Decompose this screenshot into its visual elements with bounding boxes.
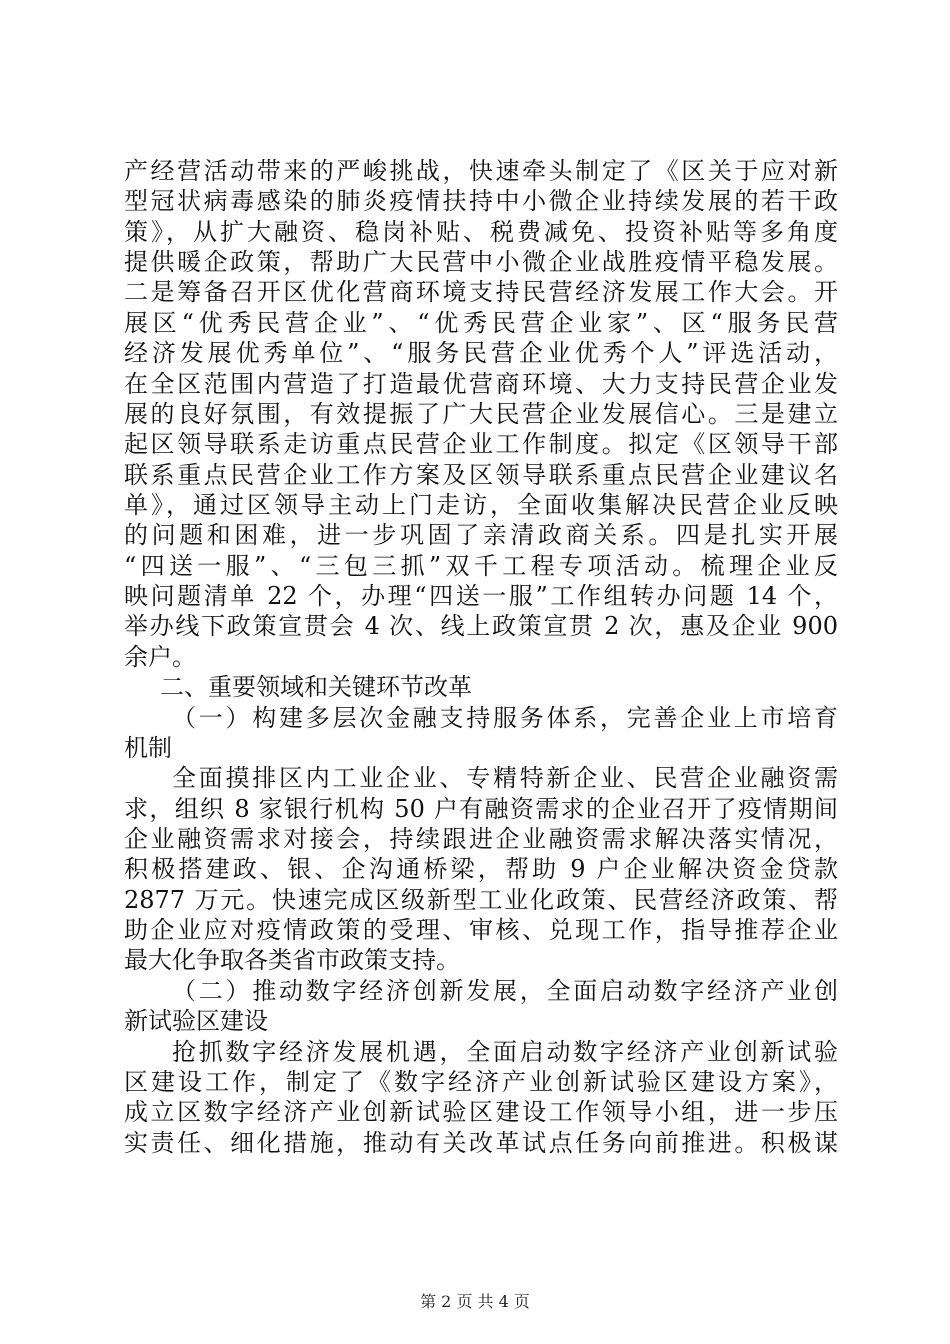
paragraph-line: 二是筹备召开区优化营商环境支持民营经济发展工作大会。开	[124, 278, 838, 306]
subsection-heading-continued: 新试验区建设	[124, 1007, 268, 1035]
page-number-footer: 第 2 页 共 4 页	[420, 1292, 530, 1311]
paragraph-line: 联系重点民营企业工作方案及区领导联系重点民营企业建议名	[124, 461, 838, 489]
paragraph-line: 成立区数字经济产业创新试验区建设工作领导小组，进一步压	[124, 1098, 838, 1126]
paragraph-line: 实责任、细化措施，推动有关改革试点任务向前推进。积极谋	[124, 1129, 838, 1157]
paragraph-line: 映问题清单 22 个，办理“四送一服”工作组转办问题 14 个，	[124, 582, 838, 610]
section-heading: 二、重要领域和关键环节改革	[160, 673, 472, 701]
paragraph-line: 的问题和困难，进一步巩固了亲清政商关系。四是扎实开展	[124, 521, 838, 549]
paragraph-line: 起区领导联系走访重点民营企业工作制度。拟定《区领导干部	[124, 430, 838, 458]
subsection-heading: （一）构建多层次金融支持服务体系，完善企业上市培育	[172, 704, 838, 732]
subsection-heading-continued: 机制	[124, 734, 172, 762]
paragraph-line: 提供暖企政策，帮助广大民营中小微企业战胜疫情平稳发展。	[124, 248, 838, 276]
paragraph-line: 企业融资需求对接会，持续跟进企业融资需求解决落实情况，	[124, 825, 838, 853]
subsection-heading: （二）推动数字经济创新发展，全面启动数字经济产业创	[172, 977, 838, 1005]
paragraph-line: 举办线下政策宣贯会 4 次、线上政策宣贯 2 次，惠及企业 900	[124, 612, 838, 640]
paragraph-line: 抢抓数字经济发展机遇，全面启动数字经济产业创新试验	[172, 1038, 838, 1066]
paragraph-line: 余户。	[124, 643, 196, 671]
paragraph-line: “四送一服”、“三包三抓”双千工程专项活动。梳理企业反	[124, 552, 838, 580]
paragraph-line: 产经营活动带来的严峻挑战，快速牵头制定了《区关于应对新	[124, 157, 838, 185]
paragraph-line: 2877 万元。快速完成区级新型工业化政策、民营经济政策、帮	[124, 886, 838, 914]
paragraph-line: 策》，从扩大融资、稳岗补贴、税费减免、投资补贴等多角度	[124, 218, 838, 246]
paragraph-line: 经济发展优秀单位”、“服务民营企业优秀个人”评选活动，	[124, 339, 838, 367]
paragraph-line: 展区“优秀民营企业”、“优秀民营企业家”、区“服务民营	[124, 309, 838, 337]
paragraph-line: 区建设工作，制定了《数字经济产业创新试验区建设方案》，	[124, 1068, 838, 1096]
paragraph-line: 型冠状病毒感染的肺炎疫情扶持中小微企业持续发展的若干政	[124, 187, 838, 215]
paragraph-line: 求，组织 8 家银行机构 50 户有融资需求的企业召开了疫情期间	[124, 795, 838, 823]
paragraph-line: 积极搭建政、银、企沟通桥梁，帮助 9 户企业解决资金贷款	[124, 855, 838, 883]
paragraph-line: 单》，通过区领导主动上门走访，全面收集解决民营企业反映	[124, 491, 838, 519]
paragraph-line: 全面摸排区内工业企业、专精特新企业、民营企业融资需	[172, 764, 838, 792]
paragraph-line: 展的良好氛围，有效提振了广大民营企业发展信心。三是建立	[124, 400, 838, 428]
paragraph-line: 在全区范围内营造了打造最优营商环境、大力支持民营企业发	[124, 370, 838, 398]
paragraph-line: 助企业应对疫情政策的受理、审核、兑现工作，指导推荐企业	[124, 916, 838, 944]
paragraph-line: 最大化争取各类省市政策支持。	[124, 946, 460, 974]
